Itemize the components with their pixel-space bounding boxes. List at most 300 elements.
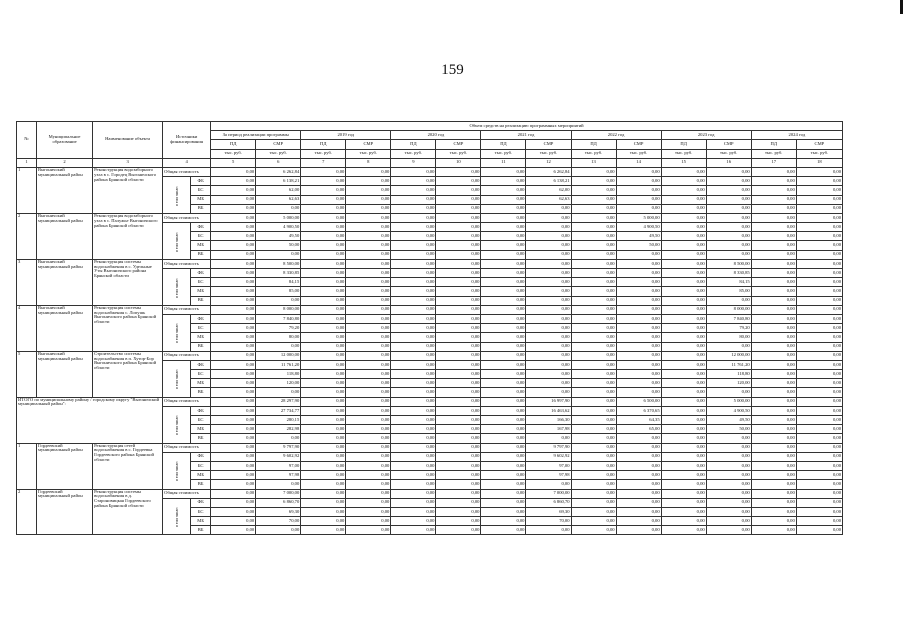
value-cell: 0,00 [481, 204, 526, 213]
value-cell: 0,00 [661, 388, 706, 397]
value-cell: 9 602,92 [256, 452, 301, 461]
header-unit: тыс. руб. [301, 149, 346, 158]
value-cell: 0,00 [346, 406, 391, 415]
value-cell: 0,00 [616, 351, 661, 360]
value-cell: 0,00 [391, 498, 436, 507]
value-cell: 0,00 [211, 167, 256, 176]
value-cell: 0,00 [391, 379, 436, 388]
value-cell: 0,00 [796, 388, 842, 397]
header-municipality: Муниципальное образование [37, 122, 93, 159]
value-cell: 0,00 [661, 507, 706, 516]
value-cell: 0,00 [481, 526, 526, 535]
source-code: БС [191, 370, 211, 379]
value-cell: 0,00 [571, 370, 616, 379]
value-cell: 0,00 [301, 213, 346, 222]
value-cell: 120,00 [256, 379, 301, 388]
value-cell: 0,00 [211, 507, 256, 516]
table-row [17, 259, 843, 268]
value-cell: 0,00 [211, 360, 256, 369]
value-cell: 0,00 [436, 452, 481, 461]
value-cell: 0,00 [661, 287, 706, 296]
value-cell: 0,00 [481, 314, 526, 323]
source-code: БС [191, 232, 211, 241]
value-cell: 0,00 [526, 213, 571, 222]
value-cell: 0,00 [526, 360, 571, 369]
value-cell: 70,00 [526, 517, 571, 526]
value-cell: 0,00 [571, 195, 616, 204]
value-cell: 0,00 [616, 434, 661, 443]
value-cell: 0,00 [436, 324, 481, 333]
value-cell: 0,00 [796, 489, 842, 498]
value-cell: 0,00 [571, 269, 616, 278]
value-cell: 12 000,00 [706, 351, 751, 360]
value-cell: 0,00 [436, 223, 481, 232]
value-cell: 0,00 [571, 489, 616, 498]
value-cell: 5 000,00 [256, 213, 301, 222]
value-cell: 0,00 [526, 287, 571, 296]
value-cell: 62,00 [256, 186, 301, 195]
value-cell: 0,00 [661, 461, 706, 470]
value-cell: 0,00 [616, 471, 661, 480]
value-cell: 0,00 [661, 526, 706, 535]
value-cell: 49,50 [706, 416, 751, 425]
value-cell: 0,00 [211, 406, 256, 415]
value-cell: 0,00 [661, 489, 706, 498]
value-cell: 0,00 [796, 177, 842, 186]
source-code: ФБ [191, 498, 211, 507]
value-cell: 0,00 [616, 526, 661, 535]
value-cell: 0,00 [751, 397, 796, 406]
value-cell: 12 000,00 [256, 351, 301, 360]
table-row [17, 443, 843, 452]
value-cell: 0,00 [616, 195, 661, 204]
value-cell: 0,00 [211, 498, 256, 507]
value-cell: 0,00 [391, 360, 436, 369]
value-cell: 0,00 [481, 397, 526, 406]
value-cell: 0,00 [796, 370, 842, 379]
value-cell: 0,00 [391, 351, 436, 360]
value-cell: 0,00 [436, 370, 481, 379]
value-cell: 0,00 [526, 314, 571, 323]
table-row [17, 397, 843, 406]
value-cell: 0,00 [706, 480, 751, 489]
value-cell: 0,00 [481, 250, 526, 259]
value-cell: 0,00 [751, 223, 796, 232]
value-cell: 0,00 [301, 489, 346, 498]
value-cell: 0,00 [301, 241, 346, 250]
value-cell: 0,00 [211, 305, 256, 314]
value-cell: 0,00 [301, 360, 346, 369]
source-total: Общая стоимость [163, 351, 211, 360]
value-cell: 0,00 [796, 195, 842, 204]
value-cell: 4 900,50 [616, 223, 661, 232]
value-cell: 0,00 [481, 434, 526, 443]
value-cell: 0,00 [751, 434, 796, 443]
value-cell: 7 840,80 [706, 314, 751, 323]
value-cell: 6 500,00 [616, 397, 661, 406]
value-cell: 0,00 [751, 342, 796, 351]
value-cell: 0,00 [571, 461, 616, 470]
source-code: ВБ [191, 388, 211, 397]
value-cell: 0,00 [751, 452, 796, 461]
value-cell: 0,00 [481, 416, 526, 425]
value-cell: 0,00 [211, 517, 256, 526]
value-cell: 0,00 [616, 314, 661, 323]
value-cell: 0,00 [346, 186, 391, 195]
value-cell: 97,00 [526, 461, 571, 470]
header-unit: тыс. руб. [346, 149, 391, 158]
value-cell: 0,00 [301, 370, 346, 379]
municipality-name: Выгоничский муниципальный район [37, 213, 93, 259]
value-cell: 0,00 [706, 452, 751, 461]
value-cell: 0,00 [751, 443, 796, 452]
value-cell: 0,00 [391, 324, 436, 333]
value-cell: 0,00 [616, 287, 661, 296]
value-cell: 0,00 [616, 278, 661, 287]
value-cell: 0,00 [661, 443, 706, 452]
including-label: в том числе: [163, 406, 191, 443]
value-cell: 0,00 [706, 526, 751, 535]
value-cell: 6 860,70 [256, 498, 301, 507]
value-cell: 0,00 [391, 177, 436, 186]
value-cell: 0,00 [661, 259, 706, 268]
value-cell: 0,00 [526, 388, 571, 397]
value-cell: 0,00 [346, 517, 391, 526]
source-code: ВБ [191, 480, 211, 489]
value-cell: 0,00 [706, 296, 751, 305]
source-code: ВБ [191, 342, 211, 351]
value-cell: 0,00 [661, 269, 706, 278]
value-cell: 0,00 [616, 259, 661, 268]
value-cell: 0,00 [391, 296, 436, 305]
value-cell: 9 797,90 [526, 443, 571, 452]
header-unit: тыс. руб. [436, 149, 481, 158]
value-cell: 0,00 [796, 314, 842, 323]
value-cell: 0,00 [481, 480, 526, 489]
value-cell: 0,00 [796, 517, 842, 526]
value-cell: 0,00 [391, 443, 436, 452]
header-row-column-numbers [17, 158, 843, 167]
header-smr: СМР [526, 140, 571, 149]
value-cell: 0,00 [346, 351, 391, 360]
value-cell: 0,00 [481, 259, 526, 268]
value-cell: 0,00 [706, 461, 751, 470]
value-cell: 0,00 [301, 314, 346, 323]
value-cell: 0,00 [301, 167, 346, 176]
header-period: 2020 год [391, 131, 481, 140]
value-cell: 0,00 [301, 434, 346, 443]
value-cell: 0,00 [481, 498, 526, 507]
value-cell: 0,00 [571, 452, 616, 461]
value-cell: 0,00 [616, 342, 661, 351]
value-cell: 0,00 [436, 287, 481, 296]
header-smr: СМР [256, 140, 301, 149]
source-code: БС [191, 507, 211, 516]
header-smr: СМР [346, 140, 391, 149]
value-cell: 0,00 [301, 425, 346, 434]
page-number: 159 [441, 62, 464, 78]
value-cell: 0,00 [346, 370, 391, 379]
value-cell: 0,00 [391, 526, 436, 535]
value-cell: 0,00 [796, 379, 842, 388]
value-cell: 0,00 [301, 333, 346, 342]
value-cell: 0,00 [796, 342, 842, 351]
value-cell: 0,00 [571, 517, 616, 526]
value-cell: 0,00 [481, 186, 526, 195]
source-code: МБ [191, 195, 211, 204]
value-cell: 0,00 [751, 269, 796, 278]
municipality-name: Выгоничский муниципальный район [37, 167, 93, 213]
value-cell: 0,00 [796, 333, 842, 342]
value-cell: 0,00 [481, 425, 526, 434]
value-cell: 0,00 [481, 195, 526, 204]
value-cell: 0,00 [481, 489, 526, 498]
including-label: в том числе: [163, 177, 191, 214]
value-cell: 0,00 [571, 498, 616, 507]
value-cell: 0,00 [211, 443, 256, 452]
value-cell: 0,00 [436, 269, 481, 278]
value-cell: 0,00 [571, 287, 616, 296]
value-cell: 85,00 [706, 287, 751, 296]
value-cell: 0,00 [436, 342, 481, 351]
value-cell: 0,00 [526, 278, 571, 287]
value-cell: 0,00 [481, 360, 526, 369]
value-cell: 0,00 [751, 461, 796, 470]
value-cell: 0,00 [571, 379, 616, 388]
value-cell: 7 000,00 [526, 489, 571, 498]
value-cell: 0,00 [661, 351, 706, 360]
column-number: 11 [481, 158, 526, 167]
value-cell: 0,00 [481, 296, 526, 305]
value-cell: 0,00 [211, 250, 256, 259]
value-cell: 0,00 [346, 397, 391, 406]
value-cell: 0,00 [481, 370, 526, 379]
value-cell: 0,00 [796, 397, 842, 406]
value-cell: 0,00 [526, 250, 571, 259]
value-cell: 0,00 [571, 167, 616, 176]
source-code: МБ [191, 471, 211, 480]
value-cell: 0,00 [346, 443, 391, 452]
value-cell: 0,00 [751, 480, 796, 489]
value-cell: 0,00 [616, 388, 661, 397]
value-cell: 0,00 [481, 342, 526, 351]
value-cell: 0,00 [436, 167, 481, 176]
value-cell: 0,00 [481, 507, 526, 516]
total-label: ИТОГО по муниципальному району / городскому округу "Выгоничский муниципальный район": [17, 397, 163, 443]
source-code: МБ [191, 241, 211, 250]
value-cell: 0,00 [346, 324, 391, 333]
value-cell: 0,00 [346, 259, 391, 268]
value-cell: 0,00 [346, 434, 391, 443]
value-cell: 282,98 [256, 425, 301, 434]
value-cell: 0,00 [571, 296, 616, 305]
source-code: ФБ [191, 452, 211, 461]
value-cell: 0,00 [661, 471, 706, 480]
value-cell: 0,00 [346, 195, 391, 204]
value-cell: 0,00 [391, 223, 436, 232]
value-cell: 0,00 [391, 195, 436, 204]
value-cell: 0,00 [751, 167, 796, 176]
value-cell: 0,00 [526, 342, 571, 351]
value-cell: 0,00 [211, 177, 256, 186]
value-cell: 0,00 [481, 241, 526, 250]
value-cell: 0,00 [571, 406, 616, 415]
value-cell: 0,00 [751, 471, 796, 480]
value-cell: 0,00 [481, 167, 526, 176]
value-cell: 0,00 [526, 269, 571, 278]
including-label: в том числе: [163, 269, 191, 306]
value-cell: 0,00 [256, 296, 301, 305]
value-cell: 0,00 [796, 223, 842, 232]
object-name: Реконструкция системы водоснабжения в д. Староновицкая Гордеевского района Брянской области [93, 489, 163, 535]
value-cell: 0,00 [571, 388, 616, 397]
value-cell: 0,00 [796, 434, 842, 443]
header-unit: тыс. руб. [481, 149, 526, 158]
source-total: Общая стоимость [163, 305, 211, 314]
source-code: МБ [191, 379, 211, 388]
table-row [17, 213, 843, 222]
column-number: 12 [526, 158, 571, 167]
value-cell: 0,00 [391, 342, 436, 351]
value-cell: 0,00 [571, 443, 616, 452]
value-cell: 0,00 [706, 471, 751, 480]
value-cell: 0,00 [211, 314, 256, 323]
value-cell: 0,00 [301, 517, 346, 526]
value-cell: 8 500,00 [706, 259, 751, 268]
source-code: ФБ [191, 177, 211, 186]
value-cell: 0,00 [391, 167, 436, 176]
value-cell: 0,00 [436, 314, 481, 323]
value-cell: 0,00 [526, 526, 571, 535]
value-cell: 0,00 [436, 259, 481, 268]
header-period: За период реализации программы [211, 131, 301, 140]
value-cell: 0,00 [301, 406, 346, 415]
column-number: 4 [163, 158, 211, 167]
program-table-container [16, 121, 843, 535]
value-cell: 0,00 [346, 250, 391, 259]
value-cell: 0,00 [346, 388, 391, 397]
value-cell: 0,00 [346, 213, 391, 222]
value-cell: 0,00 [526, 296, 571, 305]
value-cell: 0,00 [796, 416, 842, 425]
row-number: 1 [17, 443, 37, 489]
value-cell: 0,00 [571, 213, 616, 222]
value-cell: 0,00 [436, 517, 481, 526]
value-cell: 0,00 [436, 489, 481, 498]
value-cell: 5 000,00 [616, 213, 661, 222]
value-cell: 0,00 [436, 186, 481, 195]
row-number: 4 [17, 305, 37, 351]
object-name: Реконструкция системы водоснабжения в с. Удельные Уты Выгоничского района Брянской области [93, 259, 163, 305]
value-cell: 0,00 [661, 416, 706, 425]
value-cell: 0,00 [391, 507, 436, 516]
value-cell: 0,00 [751, 186, 796, 195]
value-cell: 0,00 [436, 507, 481, 516]
value-cell: 0,00 [571, 305, 616, 314]
value-cell: 0,00 [706, 177, 751, 186]
object-name: Реконструкция системы водоснабжения с. Лопушь Выгоничского района Брянской области [93, 305, 163, 351]
value-cell: 16 997,90 [526, 397, 571, 406]
value-cell: 0,00 [706, 507, 751, 516]
value-cell: 0,00 [211, 269, 256, 278]
value-cell: 0,00 [751, 287, 796, 296]
value-cell: 0,00 [346, 452, 391, 461]
value-cell: 0,00 [661, 314, 706, 323]
column-number: 6 [256, 158, 301, 167]
value-cell: 0,00 [661, 204, 706, 213]
value-cell: 0,00 [391, 480, 436, 489]
value-cell: 0,00 [391, 489, 436, 498]
value-cell: 0,00 [796, 250, 842, 259]
header-period: 2024 год [751, 131, 842, 140]
header-pd: ПД [391, 140, 436, 149]
value-cell: 0,00 [706, 167, 751, 176]
including-label: в том числе: [163, 314, 191, 351]
value-cell: 0,00 [301, 269, 346, 278]
value-cell: 0,00 [751, 232, 796, 241]
value-cell: 0,00 [661, 296, 706, 305]
value-cell: 0,00 [706, 489, 751, 498]
table-row [17, 351, 843, 360]
value-cell: 0,00 [661, 406, 706, 415]
value-cell: 0,00 [751, 305, 796, 314]
value-cell: 0,00 [796, 406, 842, 415]
value-cell: 0,00 [481, 269, 526, 278]
header-unit: тыс. руб. [571, 149, 616, 158]
value-cell: 0,00 [481, 388, 526, 397]
value-cell: 9 602,92 [526, 452, 571, 461]
value-cell: 0,00 [616, 452, 661, 461]
source-code: ФБ [191, 406, 211, 415]
value-cell: 0,00 [751, 177, 796, 186]
column-number: 10 [436, 158, 481, 167]
source-code: ВБ [191, 296, 211, 305]
value-cell: 6 262,84 [256, 167, 301, 176]
value-cell: 0,00 [661, 342, 706, 351]
value-cell: 0,00 [796, 259, 842, 268]
value-cell: 0,00 [751, 259, 796, 268]
value-cell: 0,00 [301, 452, 346, 461]
value-cell: 0,00 [346, 498, 391, 507]
value-cell: 166,30 [526, 416, 571, 425]
value-cell: 0,00 [391, 314, 436, 323]
header-unit: тыс. руб. [391, 149, 436, 158]
value-cell: 0,00 [571, 241, 616, 250]
value-cell: 0,00 [661, 241, 706, 250]
value-cell: 0,00 [706, 498, 751, 507]
value-cell: 0,00 [211, 480, 256, 489]
value-cell: 0,00 [526, 232, 571, 241]
value-cell: 0,00 [391, 278, 436, 287]
value-cell: 0,00 [706, 186, 751, 195]
header-object: Наименование объекта [93, 122, 163, 159]
column-number: 9 [391, 158, 436, 167]
value-cell: 0,00 [661, 213, 706, 222]
value-cell: 0,00 [796, 204, 842, 213]
value-cell: 0,00 [571, 507, 616, 516]
object-name: Реконструкция водозаборного узла в с. Палужье Выгоничского района Брянской области [93, 213, 163, 259]
value-cell: 0,00 [526, 434, 571, 443]
value-cell: 0,00 [751, 241, 796, 250]
value-cell: 0,00 [391, 204, 436, 213]
including-label: в том числе: [163, 223, 191, 260]
value-cell: 0,00 [706, 342, 751, 351]
value-cell: 0,00 [571, 177, 616, 186]
value-cell: 8 500,00 [256, 259, 301, 268]
value-cell: 0,00 [211, 471, 256, 480]
value-cell: 0,00 [616, 186, 661, 195]
value-cell: 0,00 [301, 186, 346, 195]
